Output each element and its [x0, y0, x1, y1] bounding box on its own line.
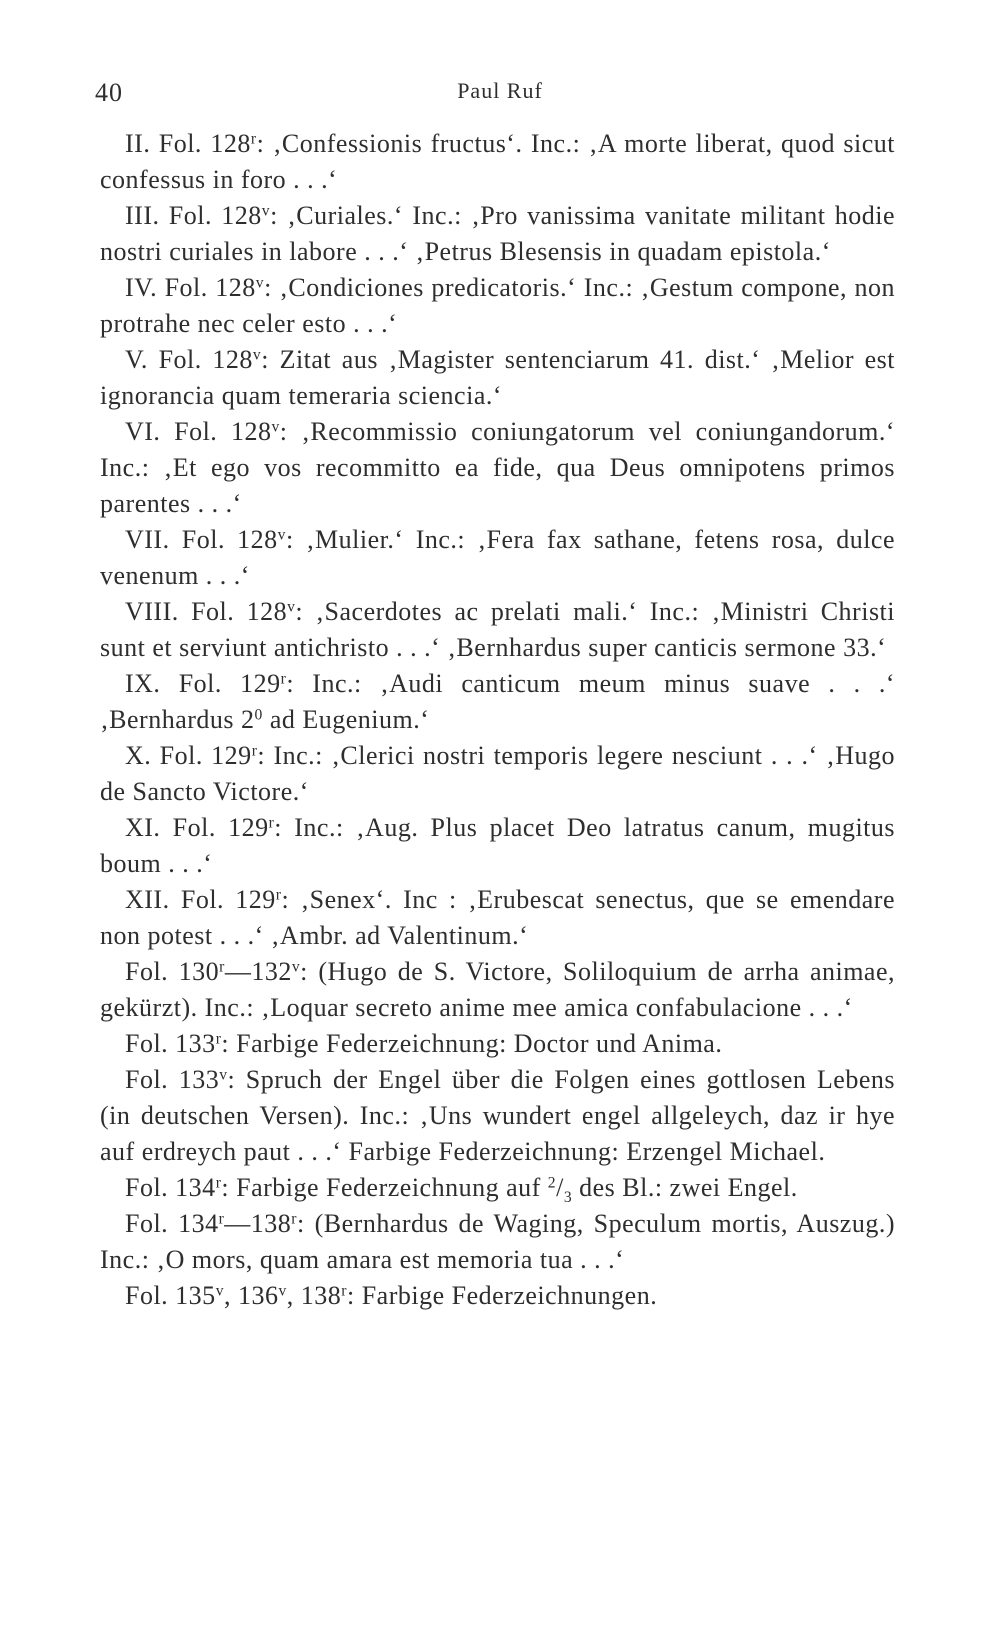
- paragraph-fol-133v: Fol. 133$^v$: Spruch der Engel über die Folgen eines gottlosen Lebens (in deutschen Versen). Inc.: ‚Uns wundert engel allgeleych, daz ir hye auf erdreych paut . . .‘ Farbige Federzeichnung: Erzengel Michael.: [100, 1065, 895, 1166]
- entry: III. Fol. 128$^v$: ‚Curiales.‘ Inc.: ‚Pro vanissima vanitate militant hodie nostri curiales in labore . . .‘ ‚Petrus Blesensis in quadam epistola.‘: [100, 201, 896, 266]
- entry: XI. Fol. 129$^r$: Inc.: ‚Aug. Plus placet Deo latratus canum, mugitus boum . . .‘: [100, 813, 896, 878]
- numbered-entries: [100, 126, 895, 954]
- entry: II. Fol. 128$^r$: ‚Confessionis fructus‘. Inc.: ‚A morte liberat, quod sicut confessus in foro . . .‘: [100, 129, 896, 194]
- entry: X. Fol. 129$^r$: Inc.: ‚Clerici nostri temporis legere nesciunt . . .‘ ‚Hugo de Sancto Victore.‘: [100, 741, 895, 806]
- paragraph-fol-135-136-138: Fol. 135$^v$, 136$^v$, 138$^r$: Farbige Federzeichnungen.: [125, 1281, 658, 1310]
- paragraph-fol-130: Fol. 130$^r$—132$^v$: (Hugo de S. Victore, Soliloquium de arrha animae, gekürzt). Inc.: ‚Loquar secreto anime mee amica confabulacione . . .‘: [100, 957, 896, 1022]
- page-body: [100, 126, 895, 1314]
- entry: VI. Fol. 128$^v$: ‚Recommissio coniungatorum vel coniungandorum.‘ Inc.: ‚Et ego vos recommitto ea fide, qua Deus omnipotens primos parentes . . .‘: [100, 417, 895, 518]
- entry: VII. Fol. 128$^v$: ‚Mulier.‘ Inc.: ‚Fera fax sathane, fetens rosa, dulce venenum . . .‘: [100, 525, 896, 590]
- entry: IX. Fol. 129$^r$: Inc.: ‚Audi canticum meum minus suave . . .‘ ‚Bernhardus $2^0$ ad Eugenium.‘: [100, 669, 896, 734]
- paragraph-fol-133r: Fol. 133$^r$: Farbige Federzeichnung: Doctor und Anima.: [125, 1029, 723, 1058]
- entry: V. Fol. 128$^v$: Zitat aus ‚Magister sentenciarum 41. dist.‘ ‚Melior est ignorancia quam temeraria sciencia.‘: [100, 345, 895, 410]
- entry: IV. Fol. 128$^v$: ‚Condiciones predicatoris.‘ Inc.: ‚Gestum compone, non protrahe nec celer esto . . .‘: [100, 273, 895, 338]
- entry: XII. Fol. 129$^r$: ‚Senex‘. Inc : ‚Erubescat senectus, que se emendare non potest . . .‘ ‚Ambr. ad Valentinum.‘: [100, 885, 896, 950]
- paragraph-fol-134-138: Fol. 134$^r$—138$^r$: (Bernhardus de Waging, Speculum mortis, Auszug.) Inc.: ‚O mors, quam amara est memoria tua . . .‘: [100, 1209, 896, 1274]
- page-number: 40: [95, 78, 123, 107]
- running-title-author: Paul Ruf: [457, 78, 543, 103]
- running-header: [95, 72, 905, 112]
- entry: VIII. Fol. 128$^v$: ‚Sacerdotes ac prelati mali.‘ Inc.: ‚Ministri Christi sunt et serviunt antichristo . . .‘ ‚Bernhardus super canticis sermone 33.‘: [100, 597, 896, 662]
- paragraph-fol-134r: Fol. 134$^r$: Farbige Federzeichnung auf $^2/_3$ des Bl.: zwei Engel.: [125, 1173, 798, 1207]
